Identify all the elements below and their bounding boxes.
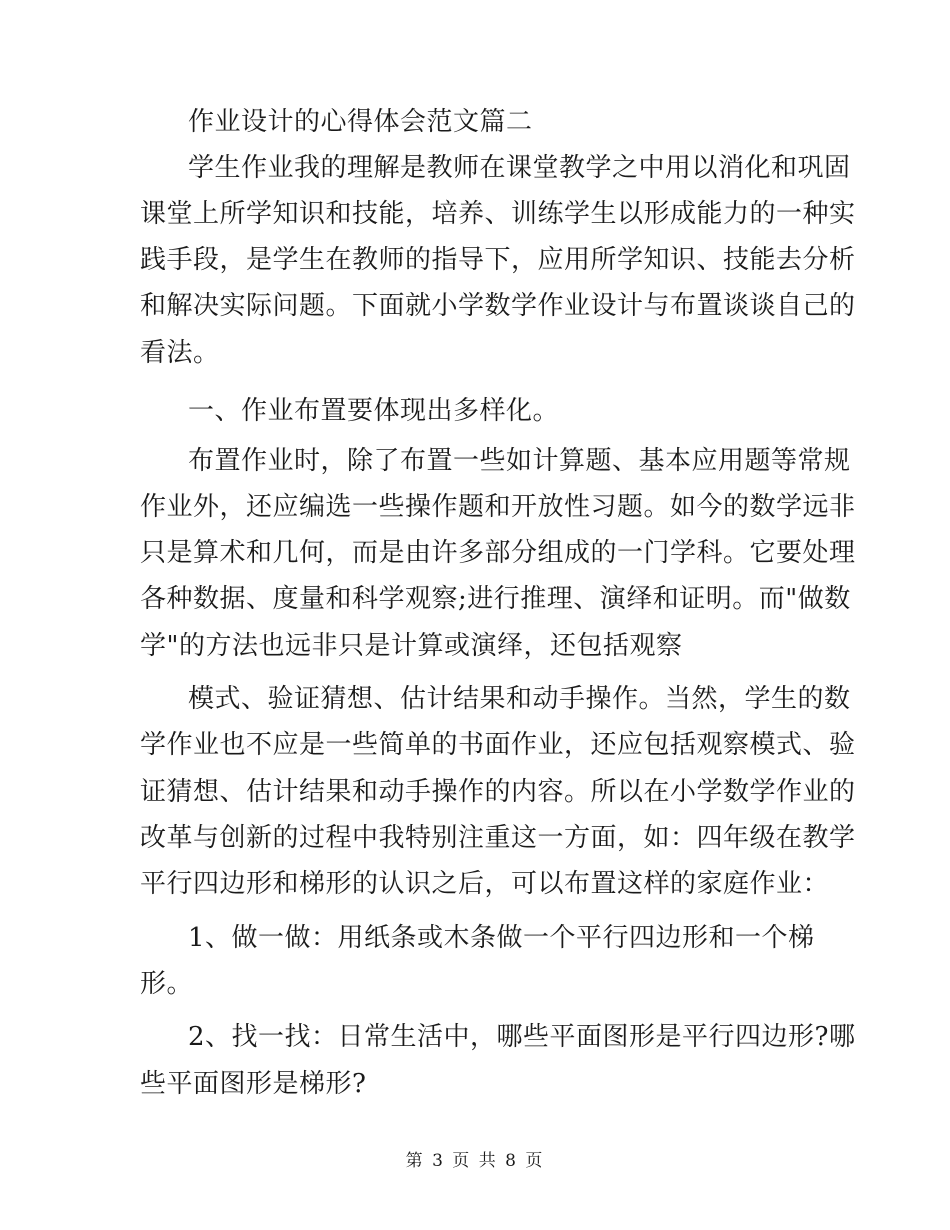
page-footer: 第 3 页 共 8 页 <box>405 1151 545 1171</box>
section-heading: 作业设计的心得体会范文篇二 <box>188 107 533 137</box>
list-item-continuation: 些平面图形是梯形? <box>140 1069 367 1099</box>
paragraph-line: 各种数据、度量和科学观察;进行推理、演绎和证明。而"做数 <box>140 584 851 614</box>
paragraph-line: 课堂上所学知识和技能，培养、训练学生以形成能力的一种实 <box>140 199 856 229</box>
paragraph-line: 践手段，是学生在教师的指导下，应用所学知识、技能去分析 <box>140 245 856 275</box>
paragraph-line: 改革与创新的过程中我特别注重这一方面，如：四年级在教学 <box>140 823 856 853</box>
paragraph-line: 和解决实际问题。下面就小学数学作业设计与布置谈谈自己的 <box>140 291 856 321</box>
paragraph-line: 学生作业我的理解是教师在课堂教学之中用以消化和巩固 <box>188 153 851 183</box>
paragraph-line: 模式、验证猜想、估计结果和动手操作。当然，学生的数 <box>188 684 851 714</box>
paragraph-line: 学"的方法也远非只是计算或演绎，还包括观察 <box>140 631 683 661</box>
paragraph-line: 证猜想、估计结果和动手操作的内容。所以在小学数学作业的 <box>140 777 856 807</box>
paragraph-line: 学作业也不应是一些简单的书面作业，还应包括观察模式、验 <box>140 730 856 760</box>
paragraph-line: 看法。 <box>140 338 220 368</box>
list-item: 2、找一找：日常生活中，哪些平面图形是平行四边形?哪 <box>188 1022 856 1052</box>
paragraph-line: 平行四边形和梯形的认识之后，可以布置这样的家庭作业： <box>140 869 830 899</box>
paragraph-line: 布置作业时，除了布置一些如计算题、基本应用题等常规 <box>188 446 851 476</box>
paragraph-line: 只是算术和几何，而是由许多部分组成的一门学科。它要处理 <box>140 538 856 568</box>
list-item: 1、做一做：用纸条或木条做一个平行四边形和一个梯 <box>188 923 815 953</box>
subheading: 一、作业布置要体现出多样化。 <box>188 396 560 426</box>
paragraph-line: 作业外，还应编选一些操作题和开放性习题。如今的数学远非 <box>140 492 856 522</box>
list-item-continuation: 形。 <box>140 969 194 999</box>
